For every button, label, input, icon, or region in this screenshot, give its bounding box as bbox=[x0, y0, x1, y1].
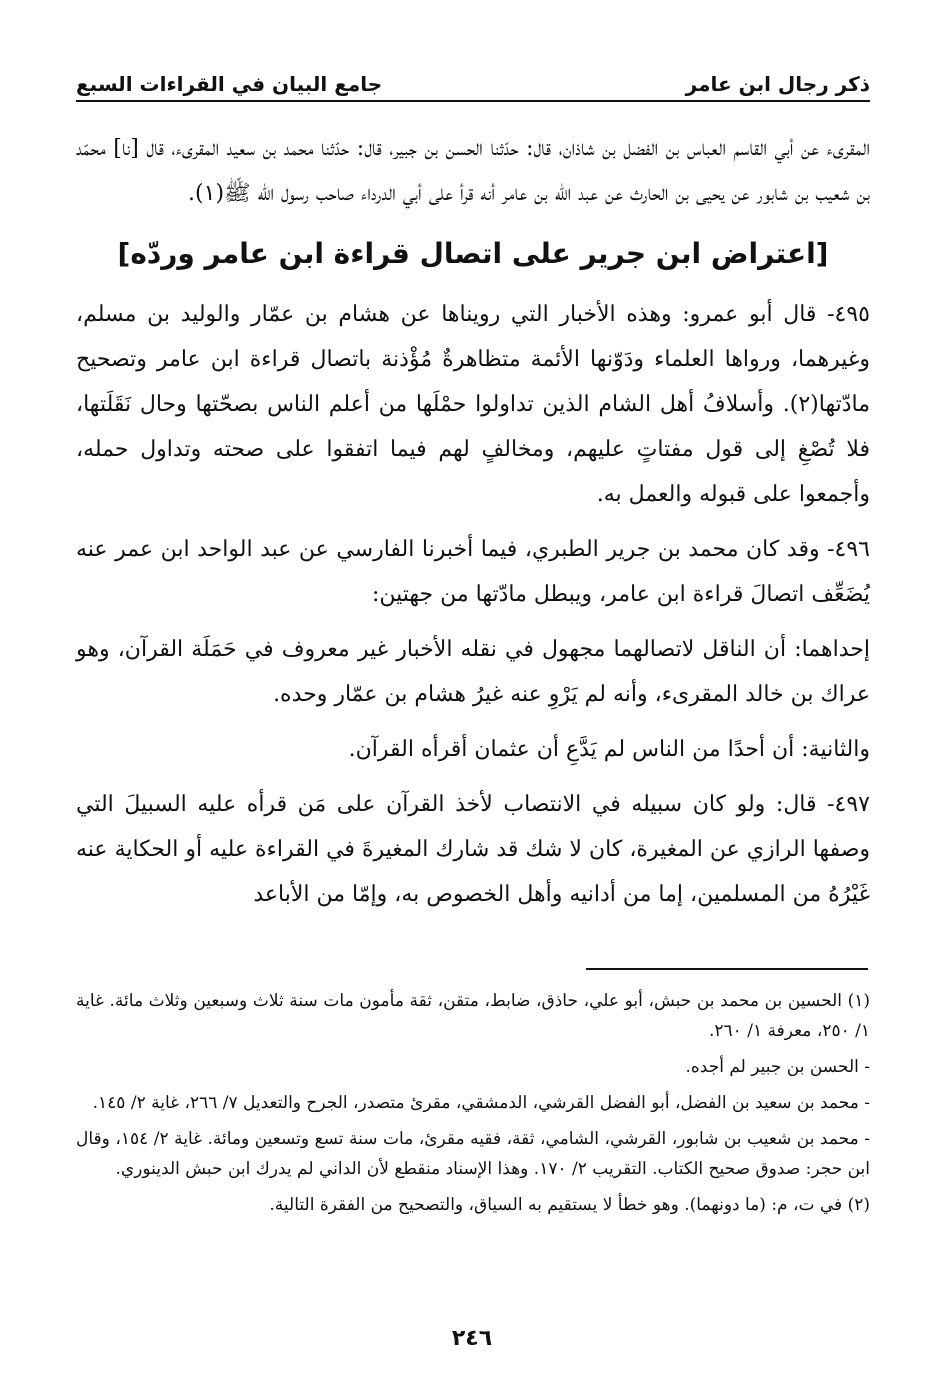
footnote-1-c: - محمد بن سعيد بن الفضل، أبو الفضل القرشي، الدمشقي، مقرئ متصدر، الجرح والتعديل ٧/ ٢٦٦، غاية ٢/ ١٤٥. bbox=[92, 1093, 870, 1113]
footnotes bbox=[76, 986, 870, 1226]
footnote-divider bbox=[586, 968, 868, 970]
footnote-1-b: - الحسن بن جبير لم أجده. bbox=[685, 1057, 870, 1077]
footnote-1-d: - محمد بن شعيب بن شابور، القرشي، الشامي، ثقة، فقيه مقرئ، مات سنة تسع وتسعين ومائة. غاية ٢/ ١٥٤، وقال ابن حجر: صدوق صحيح الكتاب. التقريب ٢/ ١٧٠. وهذا الإسناد منقطع لأن الداني لم يدرك ابن حبش الدينوري. bbox=[76, 1129, 870, 1179]
footnote-1: (١) الحسين بن محمد بن حبش، أبو علي، حاذق، ضابط، متقن، ثقة مأمون مات سنة ثلاث وسبعين وثلاث مائة. غاية ١/ ٢٥٠، معرفة ١/ ٢٦٠. bbox=[76, 991, 870, 1041]
running-header bbox=[76, 56, 870, 102]
footnote-2: (٢) في ت، م: (ما دونهما). وهو خطأ لا يستقيم به السياق، والتصحيح من الفقرة التالية. bbox=[269, 1195, 870, 1215]
page-number: ٢٤٦ bbox=[451, 1326, 493, 1351]
paragraph-second-reason: والثانية: أن أحدًا من الناس لم يَدَّعِ أن عثمان أقرأه القرآن. bbox=[348, 737, 870, 762]
paragraph-first-reason: إحداهما: أن الناقل لاتصالهما مجهول في نقله الأخبار غير معروف في حَمَلَة القرآن، وهو عراك بن خالد المقرىء، وأنه لم يَرْوِ عنه غيرُ هشام بن عمّار وحده. bbox=[76, 637, 870, 707]
paragraph-495: ٤٩٥- قال أبو عمرو: وهذه الأخبار التي رويناها عن هشام بن عمّار والوليد بن مسلم، وغيرهما، ورواها العلماء ودَوّنها الأئمة متظاهرةٌ مُؤْذنة باتصال قراءة ابن عامر وتصحيح مادّتها(٢). وأسلافُ أهل الشام الذين تداولوا حمْلَها من أعلم الناس بصحّتها وحال نَقَلَتها، فلا تُصْغِ إلى قول مفتاتٍ عليهم، ومخالفٍ لهم فيما اتفقوا على صحته وتداول حمله، وأجمعوا على قبوله والعمل به. bbox=[76, 302, 870, 507]
main-text bbox=[76, 126, 870, 927]
paragraph-497: ٤٩٧- قال: ولو كان سبيله في الانتصاب لأخذ القرآن على مَن قرأه عليه السبيلَ التي وصفها الرازي عن المغيرة، كان لا شك قد شارك المغيرةَ في القراءة عليه أو الحكاية عنه غَيْرُهُ من المسلمين، إما من أدانيه وأهل الخصوص به، وإمّا من الأباعد bbox=[76, 792, 870, 907]
paragraph-496: ٤٩٦- وقد كان محمد بن جرير الطبري، فيما أخبرنا الفارسي عن عبد الواحد ابن عمر عنه يُضَعِّف اتصالَ قراءة ابن عامر، ويبطل مادّتها من جهتين: bbox=[76, 537, 870, 607]
section-heading: [اعتراض ابن جرير على اتصال قراءة ابن عامر وردّه] bbox=[117, 237, 829, 270]
header-book-title: جامع البيان في القراءات السبع bbox=[76, 72, 383, 96]
header-chapter-title: ذكر رجال ابن عامر bbox=[685, 72, 870, 96]
paragraph-isnad: المقرىء عن أبي القاسم العباس بن الفضل بن شاذان، قال: حدّثنا الحسن بن جبير، قال: حدّثنا محمد بن سعيد المقرىء، قال [نا] محمّد بن شعيب بن شابور عن يحيى بن الحارث عن عبد الله بن عامر أنه قرأ على أبي الدرداء صاحب رسول الله ﷺ(١). bbox=[76, 136, 870, 206]
